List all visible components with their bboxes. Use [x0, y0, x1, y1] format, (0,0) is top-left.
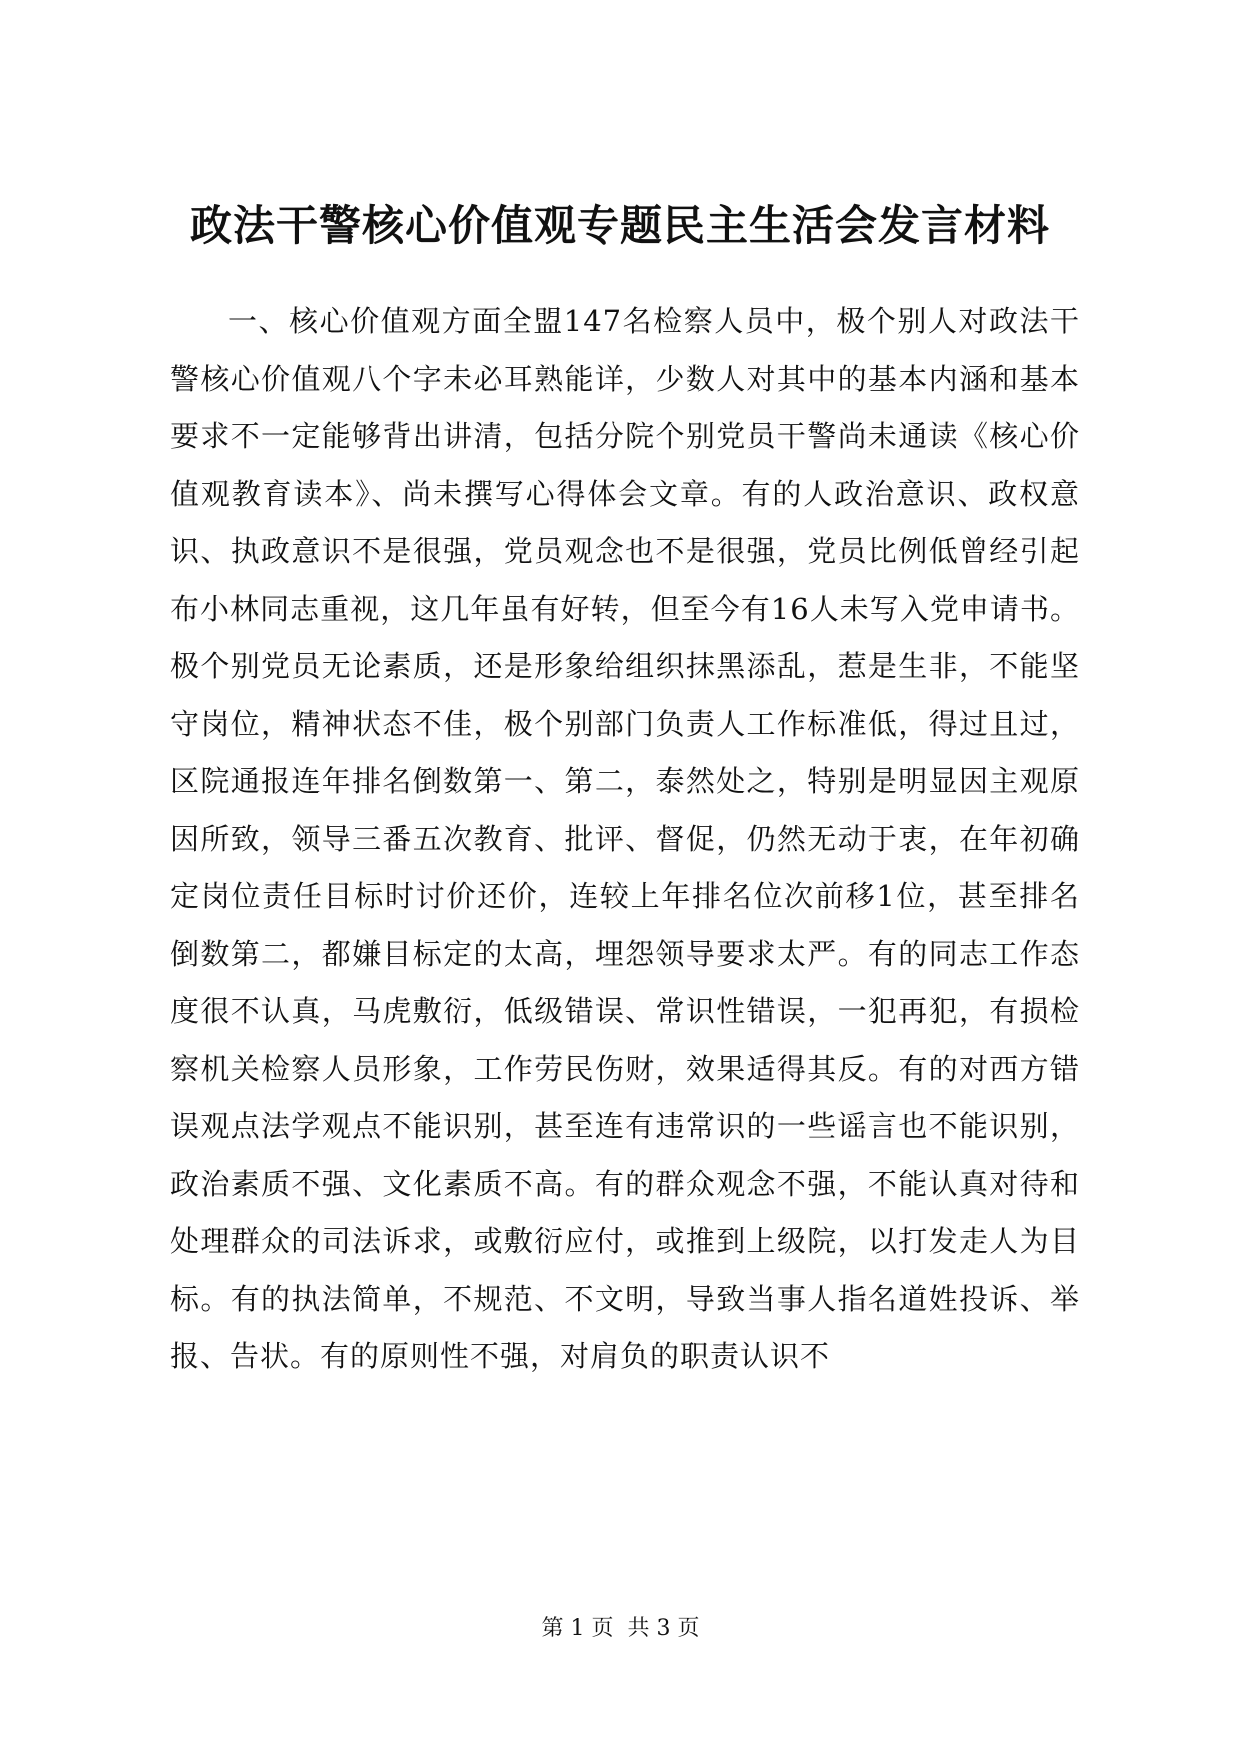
document-title: 政法干警核心价值观专题民主生活会发言材料: [189, 201, 1050, 250]
page-footer: 第 1 页 共 3 页: [541, 1616, 700, 1641]
body-paragraph: 一、核心价值观方面全盟147名检察人员中，极个别人对政法干警核心价值观八个字未必耳熟能详，少数人对其中的基本内涵和基本要求不一定能够背出讲清，包括分院个别党员干警尚未通读《核心价值观教育读本》、尚未撰写心得体会文章。有的人政治意识、政权意识、执政意识不是很强，党员观念也不是很强，党员比例低曾经引起布小林同志重视，这几年虽有好转，但至今有16人未写入党申请书。极个别党员无论素质，还是形象给组织抹黑添乱，惹是生非，不能坚守岗位，精神状态不佳，极个别部门负责人工作标准低，得过且过，区院通报连年排名倒数第一、第二，泰然处之，特别是明显因主观原因所致，领导三番五次教育、批评、督促，仍然无动于衷，在年初确定岗位责任目标时讨价还价，连较上年排名位次前移1位，甚至排名倒数第二，都嫌目标定的太高，埋怨领导要求太严。有的同志工作态度很不认真，马虎敷衍，低级错误、常识性错误，一犯再犯，有损检察机关检察人员形象，工作劳民伤财，效果适得其反。有的对西方错误观点法学观点不能识别，甚至连有违常识的一些谣言也不能识别，政治素质不强、文化素质不高。有的群众观念不强，不能认真对待和处理群众的司法诉求，或敷衍应付，或推到上级院，以打发走人为目标。有的执法简单，不规范、不文明，导致当事人指名道姓投诉、举报、告状。有的原则性不强，对肩负的职责认识不: [170, 304, 1080, 1373]
